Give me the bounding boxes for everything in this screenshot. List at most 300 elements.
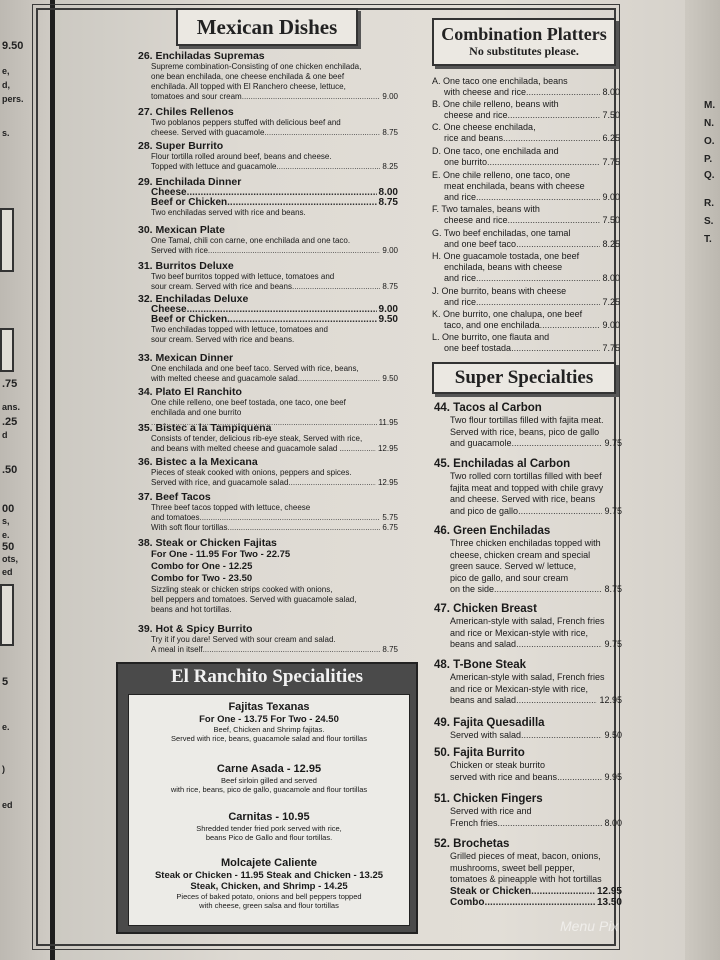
item-line: Combo bbox=[450, 897, 485, 908]
price-row bbox=[444, 87, 620, 98]
item-line: with melted cheese and guacamole salad bbox=[151, 374, 298, 383]
item-price: 9.75 bbox=[604, 639, 622, 649]
special-item bbox=[129, 857, 409, 910]
item-body bbox=[138, 364, 398, 384]
combo-line: meat enchilada, beans with cheese bbox=[444, 181, 585, 191]
leader-dots bbox=[557, 772, 602, 784]
price-row bbox=[151, 374, 398, 384]
item-description: Two flour tortillas filled with fajita meat. bbox=[450, 415, 604, 425]
combo-item bbox=[432, 286, 620, 308]
ranchito-specialities-box bbox=[116, 662, 418, 934]
left-edge-fragment: e. bbox=[2, 722, 10, 732]
combo-line: A. One taco one enchilada, beans bbox=[432, 76, 568, 86]
item-body bbox=[434, 806, 622, 829]
item-description: beans and hot tortillas. bbox=[151, 605, 232, 614]
combo-item bbox=[432, 309, 620, 331]
combo-item bbox=[432, 228, 620, 250]
leader-dots bbox=[276, 162, 380, 172]
combination-title: Combination Platters bbox=[441, 24, 607, 44]
price-row bbox=[444, 239, 620, 250]
item-price: 9.95 bbox=[604, 771, 622, 782]
item-line: one burrito bbox=[444, 157, 488, 167]
item-description: Chicken or steak burrito bbox=[450, 760, 546, 770]
special-description: Beef sirloin gilled and served bbox=[221, 776, 317, 785]
item-line: Beef or Chicken bbox=[151, 314, 228, 325]
leader-dots bbox=[508, 110, 601, 121]
item-name: 34. Plato El Ranchito bbox=[138, 386, 242, 398]
menu-item bbox=[434, 838, 622, 909]
item-description: Served with rice and bbox=[450, 806, 532, 816]
special-prices: Steak or Chicken - 11.95 Steak and Chicken - 13.25 bbox=[154, 870, 384, 881]
combo-item bbox=[432, 332, 620, 354]
right-edge-fragment: N. bbox=[704, 118, 714, 129]
price-row bbox=[151, 645, 398, 655]
menu-item bbox=[138, 623, 398, 655]
item-description: American-style with salad, French fries bbox=[450, 672, 605, 682]
item-description: and cheese. Served with rice, beans bbox=[450, 494, 596, 504]
item-line: rice and beans bbox=[444, 133, 504, 143]
combo-item bbox=[432, 99, 620, 121]
item-line: Steak or Chicken bbox=[450, 885, 532, 897]
item-price: 9.75 bbox=[604, 438, 622, 448]
fajita-price-line: Combo for Two - 23.50 bbox=[151, 573, 253, 584]
item-description: Flour tortilla rolled around beef, beans and cheese. bbox=[151, 152, 332, 161]
item-line: and rice bbox=[444, 273, 477, 283]
leader-dots bbox=[516, 239, 600, 250]
item-name: 44. Tacos al Carbon bbox=[434, 402, 542, 414]
combo-line: C. One cheese enchilada, bbox=[432, 122, 536, 132]
leader-dots bbox=[540, 320, 601, 331]
item-line: cheese and rice bbox=[444, 110, 508, 120]
item-description: Two beef burritos topped with lettuce, tomatoes and bbox=[151, 272, 335, 281]
combo-item bbox=[432, 122, 620, 144]
leader-dots bbox=[531, 886, 595, 898]
item-description: Sizzling steak or chicken strips cooked with onions, bbox=[151, 585, 333, 594]
ranchito-title: El Ranchito Specialities bbox=[170, 666, 364, 687]
item-description: Try it if you dare! Served with sour cream and salad. bbox=[151, 635, 336, 644]
special-description: Beef, Chicken and Shrimp fajitas. bbox=[213, 725, 325, 734]
price-row bbox=[444, 110, 620, 121]
combo-body bbox=[432, 215, 620, 226]
right-edge-fragment: P. bbox=[704, 154, 713, 165]
item-price: 9.50 bbox=[378, 314, 398, 325]
item-price: 8.00 bbox=[602, 273, 620, 283]
watermark: Menu Pix bbox=[560, 918, 619, 934]
special-item bbox=[129, 811, 409, 842]
combination-platters-title bbox=[432, 18, 616, 66]
price-row bbox=[444, 133, 620, 144]
item-body bbox=[434, 730, 622, 742]
item-body bbox=[138, 305, 398, 345]
leader-dots bbox=[476, 192, 600, 203]
item-price: 12.95 bbox=[599, 695, 622, 705]
item-line: cheese and rice bbox=[444, 215, 508, 225]
item-price: 9.50 bbox=[604, 730, 622, 740]
leader-dots bbox=[227, 198, 376, 208]
item-line: Served with rice bbox=[151, 246, 208, 255]
item-description: One enchilada and one beef taco. Served with rice, beans, bbox=[151, 364, 359, 373]
price-row bbox=[450, 818, 622, 830]
special-description: Served with rice, beans, guacamole salad and flour tortillas bbox=[171, 734, 367, 743]
item-line: and guacamole bbox=[450, 438, 512, 448]
item-line: on the side bbox=[450, 584, 495, 594]
item-name: 26. Enchiladas Supremas bbox=[138, 50, 265, 62]
leader-dots bbox=[503, 133, 600, 144]
item-line: French fries bbox=[450, 817, 498, 828]
item-description: mushrooms, sweet bell pepper, bbox=[450, 862, 575, 873]
special-description: Pieces of baked potato, onions and bell peppers topped bbox=[176, 892, 362, 901]
item-description: Three chicken enchiladas topped with bbox=[450, 538, 601, 548]
price-row bbox=[151, 444, 398, 454]
special-name: Fajitas Texanas bbox=[228, 701, 310, 713]
price-row bbox=[444, 320, 620, 331]
special-name: Carnitas - 10.95 bbox=[228, 811, 310, 823]
fajita-price-line: For One - 11.95 For Two - 22.75 bbox=[151, 549, 291, 560]
item-body bbox=[138, 236, 398, 256]
item-description: cheese, chicken cream and special bbox=[450, 549, 591, 560]
leader-dots bbox=[484, 897, 595, 909]
item-description: Two rolled corn tortillas filled with beef bbox=[450, 471, 602, 481]
left-edge-fragment: ed bbox=[2, 567, 13, 577]
right-edge-fragment: R. bbox=[704, 198, 714, 209]
item-price: 12.95 bbox=[377, 478, 398, 487]
item-name: 32. Enchiladas Deluxe bbox=[138, 293, 249, 305]
item-line: Cheese bbox=[151, 304, 187, 315]
special-description: with cheese, green salsa and flour tortillas bbox=[199, 901, 339, 910]
item-body bbox=[138, 503, 398, 533]
item-name: 29. Enchilada Dinner bbox=[138, 176, 242, 188]
right-edge-fragment: T. bbox=[704, 234, 712, 245]
item-price: 9.00 bbox=[382, 246, 398, 255]
item-body bbox=[138, 549, 398, 615]
combo-line: enchilada, beans with cheese bbox=[444, 262, 563, 272]
menu-item bbox=[434, 603, 622, 651]
item-price: 8.25 bbox=[602, 239, 620, 249]
item-line: beans and salad bbox=[450, 639, 517, 649]
item-body bbox=[138, 188, 398, 218]
item-line: sour cream. Served with rice and beans. bbox=[151, 282, 295, 291]
item-line: beans and salad bbox=[450, 695, 517, 705]
leader-dots bbox=[288, 478, 376, 488]
item-name: 50. Fajita Burrito bbox=[434, 747, 525, 759]
item-price: 7.50 bbox=[602, 110, 620, 120]
combo-line: G. Two beef enchiladas, one tamal bbox=[432, 228, 571, 238]
item-price: 8.75 bbox=[382, 282, 398, 291]
combo-body bbox=[432, 297, 620, 308]
price-row bbox=[151, 92, 398, 102]
leader-dots bbox=[476, 273, 600, 284]
combo-body bbox=[432, 343, 620, 354]
price-row bbox=[151, 128, 398, 138]
menu-item bbox=[434, 525, 622, 596]
combo-body bbox=[432, 262, 620, 284]
item-line: Served with salad bbox=[450, 730, 522, 740]
item-description: American-style with salad, French fries bbox=[450, 616, 605, 626]
special-item bbox=[129, 763, 409, 794]
left-edge-fragment: ans. bbox=[2, 402, 21, 412]
leader-dots bbox=[476, 297, 600, 308]
item-description: bell peppers and tomatoes. Served with guacamole salad, bbox=[151, 595, 357, 604]
item-description: tomatoes & pineapple with hot tortillas bbox=[450, 874, 602, 884]
item-name: 52. Brochetas bbox=[434, 838, 510, 850]
special-item bbox=[129, 701, 409, 743]
item-body bbox=[434, 851, 622, 909]
combo-body bbox=[432, 133, 620, 144]
price-row bbox=[151, 162, 398, 172]
item-body bbox=[434, 760, 622, 783]
item-price: 6.25 bbox=[602, 133, 620, 143]
left-edge-fragment: e. bbox=[2, 530, 10, 540]
right-edge-fragment: M. bbox=[704, 100, 716, 111]
item-line: one beef tostada bbox=[444, 343, 512, 353]
combo-body bbox=[432, 181, 620, 203]
item-price: 13.50 bbox=[596, 897, 622, 908]
item-price: 9.00 bbox=[378, 304, 398, 315]
item-line: taco, and one enchilada bbox=[444, 320, 540, 330]
menu-item bbox=[138, 352, 398, 384]
item-price: 12.95 bbox=[596, 885, 622, 897]
special-name: Molcajete Caliente bbox=[221, 857, 317, 869]
item-line: and beans with melted cheese and guacamole salad .... bbox=[151, 444, 349, 453]
item-price: 8.75 bbox=[382, 645, 398, 654]
ranchito-list bbox=[128, 694, 410, 926]
item-name: 31. Burritos Deluxe bbox=[138, 260, 234, 272]
item-body bbox=[138, 468, 398, 488]
item-name: 49. Fajita Quesadilla bbox=[434, 717, 545, 729]
leader-dots bbox=[227, 523, 380, 533]
price-row bbox=[444, 192, 620, 203]
item-description: Pieces of steak cooked with onions, peppers and spices. bbox=[151, 468, 352, 477]
item-line: with cheese and rice bbox=[444, 87, 527, 97]
item-line: and tomatoes bbox=[151, 513, 200, 522]
menu-item bbox=[138, 456, 398, 488]
item-description: and rice or Mexican-style with rice, bbox=[450, 683, 589, 694]
combo-body bbox=[432, 87, 620, 98]
item-price: 8.25 bbox=[382, 162, 398, 171]
item-body bbox=[434, 672, 622, 707]
left-edge-fragment: d, bbox=[2, 80, 10, 90]
combo-item bbox=[432, 76, 620, 98]
menu-item bbox=[138, 260, 398, 292]
menu-item bbox=[138, 106, 398, 138]
item-price: 8.75 bbox=[604, 584, 622, 594]
left-edge-box bbox=[0, 584, 14, 646]
leader-dots bbox=[203, 645, 381, 655]
item-price: 12.95 bbox=[377, 444, 398, 453]
item-name: 39. Hot & Spicy Burrito bbox=[138, 623, 253, 635]
item-description: enchilada. All topped with El Ranchero cheese, lettuce, bbox=[151, 82, 346, 91]
leader-dots bbox=[511, 343, 600, 354]
item-price: 7.75 bbox=[602, 343, 620, 353]
item-description: green sauce. Served w/ lettuce, bbox=[450, 561, 577, 571]
leader-dots bbox=[294, 282, 380, 292]
price-row bbox=[450, 584, 622, 596]
item-price: 8.75 bbox=[378, 197, 398, 208]
combo-item bbox=[432, 170, 620, 203]
item-name: 36. Bistec a la Mexicana bbox=[138, 456, 258, 468]
item-line: Served with rice, and guacamole salad bbox=[151, 478, 289, 487]
price-row bbox=[450, 897, 622, 909]
item-price: 9.50 bbox=[382, 374, 398, 383]
item-description: pico de gallo, and sour cream bbox=[450, 572, 569, 583]
price-row bbox=[450, 506, 622, 518]
item-line: Beef or Chicken bbox=[151, 197, 228, 208]
item-name: 33. Mexican Dinner bbox=[138, 352, 234, 364]
left-edge-fragment: 9.50 bbox=[2, 40, 24, 52]
right-edge-fragment: Q. bbox=[704, 170, 715, 181]
item-body bbox=[138, 62, 398, 102]
item-body bbox=[434, 538, 622, 596]
leader-dots bbox=[521, 730, 602, 742]
item-line: and rice bbox=[444, 192, 477, 202]
left-edge-box bbox=[0, 328, 14, 372]
item-description: and rice or Mexican-style with rice, bbox=[450, 627, 589, 638]
item-line: and rice bbox=[444, 297, 477, 307]
menu-item bbox=[434, 402, 622, 450]
special-name: Carne Asada - 12.95 bbox=[216, 763, 322, 775]
item-line: A meal in itself bbox=[151, 645, 203, 654]
combo-body bbox=[432, 157, 620, 168]
left-edge-fragment: 5 bbox=[2, 676, 9, 688]
item-description: One Tamal, chili con carne, one enchilada and one taco. bbox=[151, 236, 351, 245]
leader-dots bbox=[516, 639, 602, 651]
item-line: and one beef taco bbox=[444, 239, 517, 249]
leader-dots bbox=[494, 584, 602, 596]
item-price: 9.00 bbox=[382, 92, 398, 101]
leader-dots bbox=[227, 315, 376, 325]
item-description: Two poblanos peppers stuffed with delicious beef and bbox=[151, 118, 341, 127]
item-price: 9.00 bbox=[602, 192, 620, 202]
leader-dots bbox=[498, 818, 603, 830]
leader-dots bbox=[199, 513, 380, 523]
right-edge-fragment: S. bbox=[704, 216, 714, 227]
item-name: 48. T-Bone Steak bbox=[434, 659, 527, 671]
left-edge-fragment: .25 bbox=[2, 416, 18, 428]
left-edge-fragment: s. bbox=[2, 128, 10, 138]
combo-line: K. One burrito, one chalupa, one beef bbox=[432, 309, 583, 319]
special-description: beans Pico de Gallo and flour tortillas. bbox=[205, 833, 333, 842]
menu-item bbox=[138, 422, 398, 454]
item-body bbox=[434, 471, 622, 517]
item-description: Two enchiladas topped with lettuce, tomatoes and bbox=[151, 325, 328, 334]
price-row bbox=[450, 695, 622, 707]
item-description: fajita meat and topped with chile gravy bbox=[450, 482, 604, 493]
item-description: sour cream. Served with rice and beans. bbox=[151, 335, 295, 344]
special-description: with rice, beans, pico de gallo, guacamole and flour tortillas bbox=[170, 785, 368, 794]
combo-line: B. One chile relleno, beans with bbox=[432, 99, 559, 109]
left-edge-fragment: s, bbox=[2, 516, 10, 526]
mexican-dishes-title: Mexican Dishes bbox=[176, 8, 358, 46]
leader-dots bbox=[264, 128, 380, 138]
left-edge-fragment: ed bbox=[2, 800, 13, 810]
menu-item bbox=[434, 747, 622, 783]
left-edge-fragment: e, bbox=[2, 66, 10, 76]
item-name: 51. Chicken Fingers bbox=[434, 793, 543, 805]
item-price: 9.75 bbox=[604, 505, 622, 516]
leader-dots bbox=[348, 444, 376, 454]
left-edge-fragment: ) bbox=[2, 764, 5, 774]
price-row bbox=[151, 478, 398, 488]
item-description: Two enchiladas served with rice and beans. bbox=[151, 208, 306, 217]
menu-item bbox=[138, 293, 398, 345]
item-body bbox=[138, 635, 398, 655]
item-price: 8.00 bbox=[604, 817, 622, 828]
item-price: 6.75 bbox=[382, 523, 398, 532]
item-line: and pico de gallo bbox=[450, 505, 519, 516]
item-price: 7.25 bbox=[602, 297, 620, 307]
item-line: Topped with lettuce and guacamole bbox=[151, 162, 277, 171]
combo-item bbox=[432, 146, 620, 168]
special-prices: For One - 13.75 For Two - 24.50 bbox=[199, 714, 339, 725]
item-body bbox=[434, 616, 622, 651]
menu-item bbox=[138, 224, 398, 256]
combo-line: D. One taco, one enchilada and bbox=[432, 146, 559, 156]
item-price: 8.00 bbox=[378, 187, 398, 198]
combo-line: L. One burrito, one flauta and bbox=[432, 332, 550, 342]
item-description: Served with rice, beans, pico de gallo bbox=[450, 426, 600, 437]
price-row bbox=[450, 886, 622, 898]
menu-item bbox=[138, 140, 398, 172]
price-row bbox=[444, 297, 620, 308]
price-row bbox=[450, 730, 622, 742]
left-edge-fragment: .75 bbox=[2, 378, 18, 390]
left-edge-fragment: .50 bbox=[2, 464, 18, 476]
price-row bbox=[444, 273, 620, 284]
item-description: Three beef tacos topped with lettuce, cheese bbox=[151, 503, 311, 512]
item-price: 9.00 bbox=[602, 320, 620, 330]
item-price: 11.95 bbox=[378, 418, 398, 427]
left-edge-fragment: ots, bbox=[2, 554, 19, 564]
combo-body bbox=[432, 110, 620, 121]
item-description: one bean enchilada, one cheese enchilada & one beef bbox=[151, 72, 345, 81]
item-description: One chile relleno, one beef tostada, one taco, one beef bbox=[151, 398, 346, 407]
special-description: Shredded tender fried pork served with rice, bbox=[196, 824, 342, 833]
leader-dots bbox=[516, 695, 597, 707]
leader-dots bbox=[487, 157, 600, 168]
price-row bbox=[444, 343, 620, 354]
item-price: 5.75 bbox=[382, 513, 398, 522]
price-row bbox=[444, 157, 620, 168]
item-description: Supreme combination-Consisting of one chicken enchilada, bbox=[151, 62, 362, 71]
combo-line: F. Two tamales, beans with bbox=[432, 204, 540, 214]
leader-dots bbox=[242, 92, 381, 102]
item-line: With soft flour tortillas bbox=[151, 523, 228, 532]
item-body bbox=[138, 272, 398, 292]
menu-item bbox=[434, 659, 622, 707]
item-name: 28. Super Burrito bbox=[138, 140, 224, 152]
leader-dots bbox=[526, 87, 600, 98]
left-edge-fragment: 00 bbox=[2, 503, 15, 515]
menu-item bbox=[138, 537, 398, 615]
price-row bbox=[450, 438, 622, 450]
leader-dots bbox=[512, 438, 603, 450]
fajita-price-line: Combo for One - 12.25 bbox=[151, 561, 253, 572]
special-prices: Steak, Chicken, and Shrimp - 14.25 bbox=[190, 881, 348, 892]
item-price: 7.75 bbox=[602, 157, 620, 167]
item-price: 8.00 bbox=[602, 87, 620, 97]
menu-item bbox=[434, 458, 622, 517]
left-edge-fragment: pers. bbox=[2, 94, 24, 104]
item-name: 47. Chicken Breast bbox=[434, 603, 537, 615]
item-name: 27. Chiles Rellenos bbox=[138, 106, 234, 118]
menu-item bbox=[138, 50, 398, 102]
combo-line: J. One burrito, beans with cheese bbox=[432, 286, 567, 296]
item-price: 7.50 bbox=[602, 215, 620, 225]
item-line: tomatoes and sour cream bbox=[151, 92, 242, 101]
item-price: 8.75 bbox=[382, 128, 398, 137]
price-row bbox=[151, 198, 398, 208]
item-line: served with rice and beans bbox=[450, 771, 558, 782]
